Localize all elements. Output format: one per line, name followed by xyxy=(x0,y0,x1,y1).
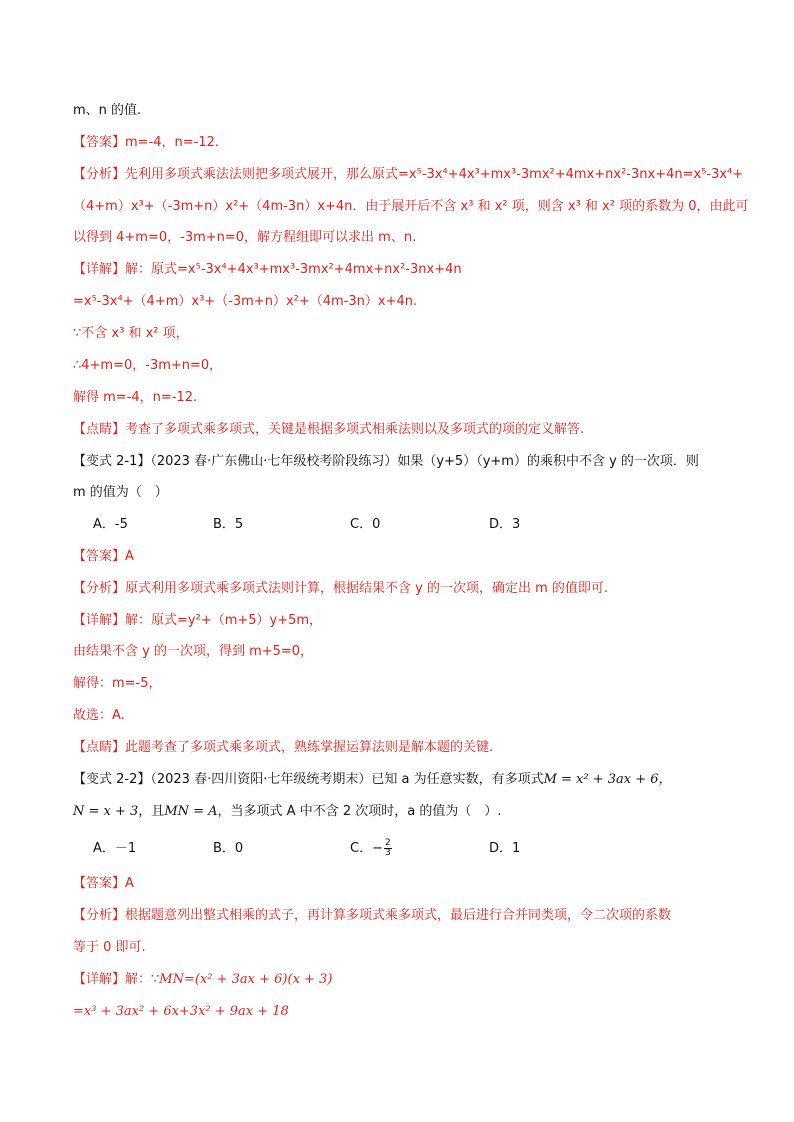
detail-tag: 【详解】 xyxy=(73,262,126,277)
detail-tag: 【详解】 xyxy=(73,972,126,987)
question-text: ，且 xyxy=(138,804,165,819)
analysis-line: （4+m）x³+（-3m+n）x²+（4m-3n）x+4n．由于展开后不含 x³ 和 x² 项，则含 x³ 和 x² 项的系数为 0，由此可 xyxy=(73,199,749,214)
fraction-denominator: 3 xyxy=(384,848,391,858)
analysis-body: 先利用多项式乘法法则把多项式展开，那么原式=x⁵-3x⁴+4x³+mx³-3mx²+4mx+nx²-3nx+4n=x⁵-3x⁴+ xyxy=(125,167,744,182)
analysis-body: 原式利用多项式乘多项式法则计算，根据结果不含 y 的一次项，确定出 m 的值即可. xyxy=(125,581,609,596)
analysis-tag: 【分析】 xyxy=(73,908,126,923)
detail-line: 解得：m=-5， xyxy=(73,676,162,691)
detail-line: ∴4+m=0，-3m+n=0， xyxy=(73,358,223,373)
question-line: 【变式 2-1】（2023 春·广东佛山·七年级校考阶段练习）如果（y+5）（y+m）的乘积中不含 y 的一次项．则 xyxy=(73,454,699,469)
detail-line: 由结果不含 y 的一次项，得到 m+5=0， xyxy=(73,644,314,659)
analysis-line xyxy=(73,165,744,185)
detail-tag: 【详解】 xyxy=(73,613,126,628)
formula-mn-product: MN=(x² + 3ax + 6)(x + 3) xyxy=(159,972,333,987)
detail-line: ∵不含 x³ 和 x² 项， xyxy=(73,326,189,341)
answer-line xyxy=(73,874,734,894)
analysis-tag: 【分析】 xyxy=(73,167,126,182)
answer-tag: 【答案】 xyxy=(73,876,126,891)
analysis-line xyxy=(73,579,734,599)
analysis-line: 等于 0 即可. xyxy=(73,940,146,955)
detail-line: 故选：A. xyxy=(73,708,125,723)
option-d: D．1 xyxy=(489,841,521,856)
question-text: ，当多项式 A 中不含 2 次项时，a 的值为（ ）. xyxy=(217,804,502,819)
formula-n: N = x + 3 xyxy=(73,804,139,819)
analysis-line: 以得到 4+m=0，-3m+n=0，解方程组即可以求出 m、n. xyxy=(73,230,417,245)
answer-body: m=-4，n=-12. xyxy=(125,135,220,150)
option-b: B．0 xyxy=(213,841,244,856)
formula-mn: MN = A xyxy=(164,804,218,819)
detail-line: =x³ + 3ax² + 6x+3x² + 9ax + 18 xyxy=(73,1004,289,1019)
option-c-label: C． xyxy=(350,841,373,856)
analysis-line xyxy=(73,906,734,926)
detail-body: 解：原式=x⁵-3x⁴+4x³+mx³-3mx²+4mx+nx²-3nx+4n xyxy=(125,262,462,277)
answer-tag: 【答案】 xyxy=(73,135,126,150)
fraction xyxy=(384,839,392,858)
detail-line xyxy=(73,611,734,631)
question-line: m 的值为（ ） xyxy=(73,485,168,500)
question-line xyxy=(73,770,734,790)
comment-body: 此题考查了多项式乘多项式，熟练掌握运算法则是解本题的关键. xyxy=(125,740,494,755)
text-line: m、n 的值. xyxy=(73,103,142,118)
detail-body: 解：原式=y²+（m+5）y+5m， xyxy=(125,613,323,628)
detail-body: 解：∵ xyxy=(125,972,160,987)
option-a: A．-5 xyxy=(93,517,128,532)
option-c: C．0 xyxy=(350,517,381,532)
answer-body: A xyxy=(125,876,134,891)
comment-tag: 【点睛】 xyxy=(73,740,126,755)
analysis-tag: 【分析】 xyxy=(73,581,126,596)
formula-m: M = x² + 3ax + 6， xyxy=(543,772,672,787)
option-d: D．3 xyxy=(489,517,521,532)
comment-tag: 【点睛】 xyxy=(73,422,126,437)
answer-tag: 【答案】 xyxy=(73,549,126,564)
answer-body: A xyxy=(125,549,134,564)
detail-line xyxy=(73,260,734,280)
detail-line xyxy=(73,970,734,990)
detail-line: 解得 m=-4，n=-12. xyxy=(73,390,198,405)
comment-line xyxy=(73,420,734,440)
detail-line: =x⁵-3x⁴+（4+m）x³+（-3m+n）x²+（4m-3n）x+4n. xyxy=(73,294,418,309)
question-text: 【变式 2-2】（2023 春·四川资阳·七年级统考期末）已知 a 为任意实数，有多项式 xyxy=(73,772,544,787)
option-c xyxy=(350,839,392,859)
option-b: B．5 xyxy=(213,517,244,532)
comment-body: 考查了多项式乘多项式，关键是根据多项式相乘法则以及多项式的项的定义解答. xyxy=(125,422,585,437)
question-line xyxy=(73,802,734,822)
option-a: A．－1 xyxy=(93,841,137,856)
fraction-numerator: 2 xyxy=(384,838,391,848)
answer-line xyxy=(73,547,734,567)
analysis-body: 根据题意列出整式相乘的式子，再计算多项式乘多项式，最后进行合并同类项，令二次项的系数 xyxy=(125,908,672,923)
fraction-sign: − xyxy=(372,841,383,856)
answer-line xyxy=(73,133,734,153)
comment-line xyxy=(73,738,734,758)
